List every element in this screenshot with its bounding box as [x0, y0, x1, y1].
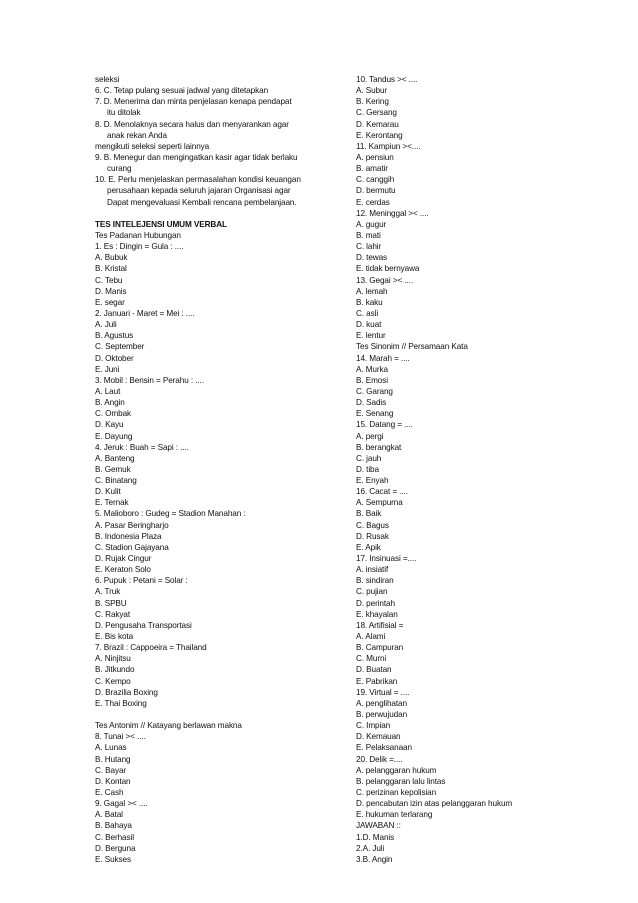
text-line: E. tidak bernyawa — [356, 264, 420, 274]
text-line: 10. E. Perlu menjelaskan permasalahan kondisi keuangan — [95, 175, 301, 185]
text-line: E. Keraton Solo — [95, 565, 151, 575]
text-line: B. mati — [356, 230, 381, 240]
text-line: C. Impian — [356, 721, 391, 731]
text-line: C. Kempo — [95, 676, 131, 686]
text-line: B. Kristal — [95, 264, 127, 274]
text-line: E. Enyah — [356, 476, 389, 486]
text-line: A. gugur — [356, 219, 387, 229]
text-line: D. pencabutan izin atas pelanggaran hukum — [356, 799, 513, 809]
text-line: B. Indonesia Plaza — [95, 531, 162, 541]
text-line: A. Ninjitsu — [95, 654, 131, 664]
text-line: 7. D. Menerima dan minta penjelasan kenapa pendapat — [95, 97, 292, 107]
text-line: 19. Virtual = .... — [356, 687, 410, 697]
text-line: B. amatir — [356, 164, 388, 174]
text-line: 10. Tandus >< .... — [356, 75, 418, 84]
text-line: C. pujian — [356, 587, 388, 597]
text-line: C. jauh — [356, 453, 382, 463]
text-line: A. Juli — [95, 320, 117, 330]
text-line: 2.A. Juli — [356, 843, 385, 853]
text-line: D. tewas — [356, 253, 388, 263]
text-line: 15. Datang = .... — [356, 420, 413, 430]
text-line: E. Juni — [95, 364, 120, 374]
text-line: E. Thai Boxing — [95, 698, 147, 708]
text-line: B. berangkat — [356, 442, 402, 452]
text-line: E. Dayung — [95, 431, 133, 441]
text-line: B. Baik — [356, 509, 382, 519]
text-line: A. Subur — [356, 86, 388, 96]
text-line: B. Emosi — [356, 375, 388, 385]
text-line: C. Rakyat — [95, 609, 131, 619]
text-line: Dapat mengevaluasi Kembali rencana pembelanjaan. — [107, 197, 297, 207]
text-line: E. lentur — [356, 331, 386, 341]
text-line: 16. Cacat = .... — [356, 487, 408, 497]
text-line: C. asli — [356, 308, 379, 318]
text-line: 3.B. Angin — [356, 854, 393, 864]
text-line: D. Kayu — [95, 420, 124, 430]
text-line: JAWABAN :: — [356, 821, 401, 831]
text-line: D. Brazilia Boxing — [95, 687, 158, 697]
text-line: D. Manis — [95, 286, 127, 296]
text-line: 1. Es : Dingin = Gula : .... — [95, 242, 184, 252]
text-line: B. Angin — [95, 398, 125, 408]
text-line: 4. Jeruk : Buah = Sapi : .... — [95, 442, 189, 452]
text-line: B. Hutang — [95, 754, 131, 764]
text-line: D. Berguna — [95, 843, 136, 853]
text-line: A. Alami — [356, 632, 386, 642]
text-line: D. Oktober — [95, 353, 134, 363]
text-line: D. Kulit — [95, 487, 121, 497]
text-line: A. Sempurna — [356, 498, 403, 508]
text-line: Tes Padanan Hubungan — [95, 230, 181, 240]
text-line: E. Kerontang — [356, 130, 403, 140]
text-line: B. SPBU — [95, 598, 127, 608]
text-line: D. Rusak — [356, 531, 389, 541]
text-line: 2. Januari - Maret = Mei : .... — [95, 308, 195, 318]
text-line: E. Bis kota — [95, 632, 134, 642]
text-line: E. Pabrikan — [356, 676, 398, 686]
text-line: D. Kontan — [95, 776, 131, 786]
text-line: C. Gersang — [356, 108, 397, 118]
text-line: C. Bagus — [356, 520, 389, 530]
text-line: 5. Malioboro : Gudeg = Stadion Manahan : — [95, 509, 246, 519]
text-line: C. Stadion Gajayana — [95, 542, 169, 552]
text-line: B. kaku — [356, 297, 383, 307]
text-line: curang — [107, 164, 132, 174]
text-line: B. Agustus — [95, 331, 134, 341]
text-line: D. Kemarau — [356, 119, 399, 129]
text-line: B. Campuran — [356, 643, 404, 653]
text-line: A. insiatif — [356, 565, 389, 575]
text-line: C. Berhasil — [95, 832, 134, 842]
text-line: A. Banteng — [95, 453, 135, 463]
text-line: 8. D. Menolaknya secara halus dan menyarankan agar — [95, 119, 289, 129]
text-line: 6. C. Tetap pulang sesuai jadwal yang ditetapkan — [95, 86, 269, 96]
text-line: C. Bayar — [95, 765, 127, 775]
text-line: 9. B. Menegur dan mengingatkan kasir agar tidak berlaku — [95, 152, 298, 162]
text-line: E. Sukses — [95, 854, 131, 864]
text-line: B. perwujudan — [356, 710, 408, 720]
text-line: Tes Antonim // Katayang berlawan makna — [95, 721, 242, 731]
text-line: E. hukuman terlarang — [356, 810, 433, 820]
text-line: A. lemah — [356, 286, 388, 296]
text-line: C. Garang — [356, 386, 393, 396]
text-line: D. tiba — [356, 464, 379, 474]
text-line: A. pensiun — [356, 152, 394, 162]
text-line: D. Kemauan — [356, 732, 401, 742]
text-line: E. khayalan — [356, 609, 398, 619]
text-line: B. Jitkundo — [95, 665, 135, 675]
text-line: D. perintah — [356, 598, 395, 608]
text-line: 6. Pupuk : Petani = Solar : — [95, 576, 188, 586]
text-line: D. kuat — [356, 320, 382, 330]
text-line: C. Ombak — [95, 409, 132, 419]
text-line: E. segar — [95, 297, 125, 307]
text-line: B. Kering — [356, 97, 389, 107]
text-line: anak rekan Anda — [107, 130, 167, 140]
text-line: D. Buatan — [356, 665, 392, 675]
text-line: 12. Meninggal >< .... — [356, 208, 429, 218]
text-line: B. Bahaya — [95, 821, 132, 831]
text-line: A. Truk — [95, 587, 121, 597]
text-line: perusahaan kepada seluruh jajaran Organisasi agar — [107, 186, 291, 196]
text-line: E. Ternak — [95, 498, 129, 508]
text-line — [95, 208, 345, 219]
text-line: B. pelanggaran lalu lintas — [356, 776, 446, 786]
text-line: C. September — [95, 342, 145, 352]
text-line: 17. Insinuasi =.... — [356, 554, 417, 564]
text-line: Tes Sinonim // Persamaan Kata — [356, 342, 468, 352]
text-line: 18. Artifisial = — [356, 620, 404, 630]
text-line: C. canggih — [356, 175, 395, 185]
text-line: A. Laut — [95, 386, 121, 396]
text-line: A. Lunas — [95, 743, 127, 753]
text-line: E. Senang — [356, 409, 394, 419]
section-heading: TES INTELEJENSI UMUM VERBAL — [95, 219, 227, 229]
text-line: D. Rujak Cingur — [95, 554, 152, 564]
text-line: B. Gemuk — [95, 464, 131, 474]
text-line: A. pelanggaran hukum — [356, 765, 437, 775]
text-line: C. lahir — [356, 242, 382, 252]
text-line — [95, 709, 345, 720]
text-line: 11. Kampiun ><.... — [356, 141, 421, 151]
text-line: E. Cash — [95, 788, 124, 797]
text-line: B. sindiran — [356, 576, 394, 586]
text-line: D. bermutu — [356, 186, 396, 196]
text-line: A. Bubuk — [95, 253, 128, 263]
text-line: C. perizinan kepolisian — [356, 788, 437, 797]
text-line: 1.D. Manis — [356, 832, 395, 842]
text-line: seleksi — [95, 75, 120, 84]
text-line: D. Sadis — [356, 398, 387, 408]
text-line: C. Tebu — [95, 275, 123, 285]
text-line: C. Murni — [356, 654, 387, 664]
text-line: A. pergi — [356, 431, 384, 441]
text-line: 13. Gegai >< .... — [356, 275, 414, 285]
text-line: E. cerdas — [356, 197, 390, 207]
text-line: A. Murka — [356, 364, 388, 374]
text-line: C. Binatang — [95, 476, 137, 486]
text-line: 9. Gagal >< .... — [95, 799, 148, 809]
text-line: mengikuti seleksi seperti lainnya — [95, 141, 210, 151]
text-line: E. Pelaksanaan — [356, 743, 412, 753]
left-column — [95, 74, 345, 865]
text-line: A. Batal — [95, 810, 123, 820]
text-line: A. penglihatan — [356, 698, 407, 708]
text-line: 7. Brazil : Cappoeira = Thailand — [95, 643, 207, 653]
text-line: D. Pengusaha Transportasi — [95, 620, 192, 630]
text-line: 14. Marah = .... — [356, 353, 410, 363]
right-column — [356, 74, 618, 865]
text-line: itu ditolak — [107, 108, 141, 118]
text-line: 20. Delik =.... — [356, 754, 403, 764]
text-line: A. Pasar Beringharjo — [95, 520, 169, 530]
text-line: 3. Mobil : Bensin = Perahu : .... — [95, 375, 204, 385]
text-line: E. Apik — [356, 542, 381, 552]
text-line: 8. Tunai >< .... — [95, 732, 146, 742]
